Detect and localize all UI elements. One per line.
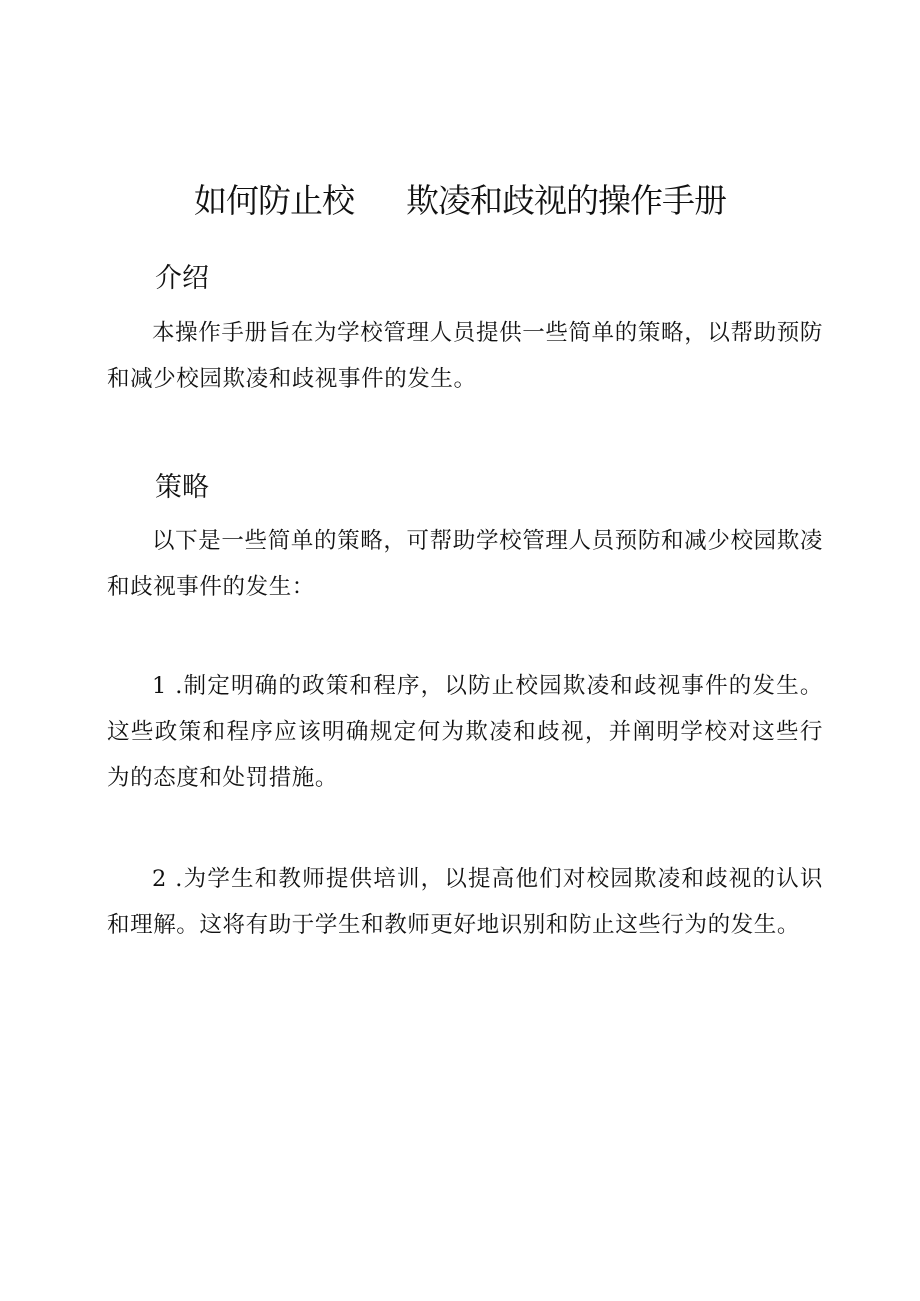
document-title-part2: 欺凌和歧视的操作手册	[406, 181, 726, 220]
strategy-intro-paragraph: 以下是一些简单的策略，可帮助学校管理人员预防和减少校园欺凌和歧视事件的发生：	[107, 528, 823, 600]
document-title-part1: 如何防止校	[194, 181, 354, 220]
section-heading-strategy: 策略	[155, 472, 209, 503]
introduction-paragraph: 本操作手册旨在为学校管理人员提供一些简单的策略，以帮助预防和减少校园欺凌和歧视事件的发生。	[107, 320, 823, 392]
document-title	[0, 178, 920, 224]
section-heading-introduction: 介绍	[155, 263, 209, 294]
strategy-item-2: 2 .为学生和教师提供培训，以提高他们对校园欺凌和歧视的认识和理解。这将有助于学生和教师更好地识别和防止这些行为的发生。	[107, 866, 823, 938]
strategy-item-1: 1 .制定明确的政策和程序，以防止校园欺凌和歧视事件的发生。这些政策和程序应该明确规定何为欺凌和歧视，并阐明学校对这些行为的态度和处罚措施。	[107, 673, 823, 791]
